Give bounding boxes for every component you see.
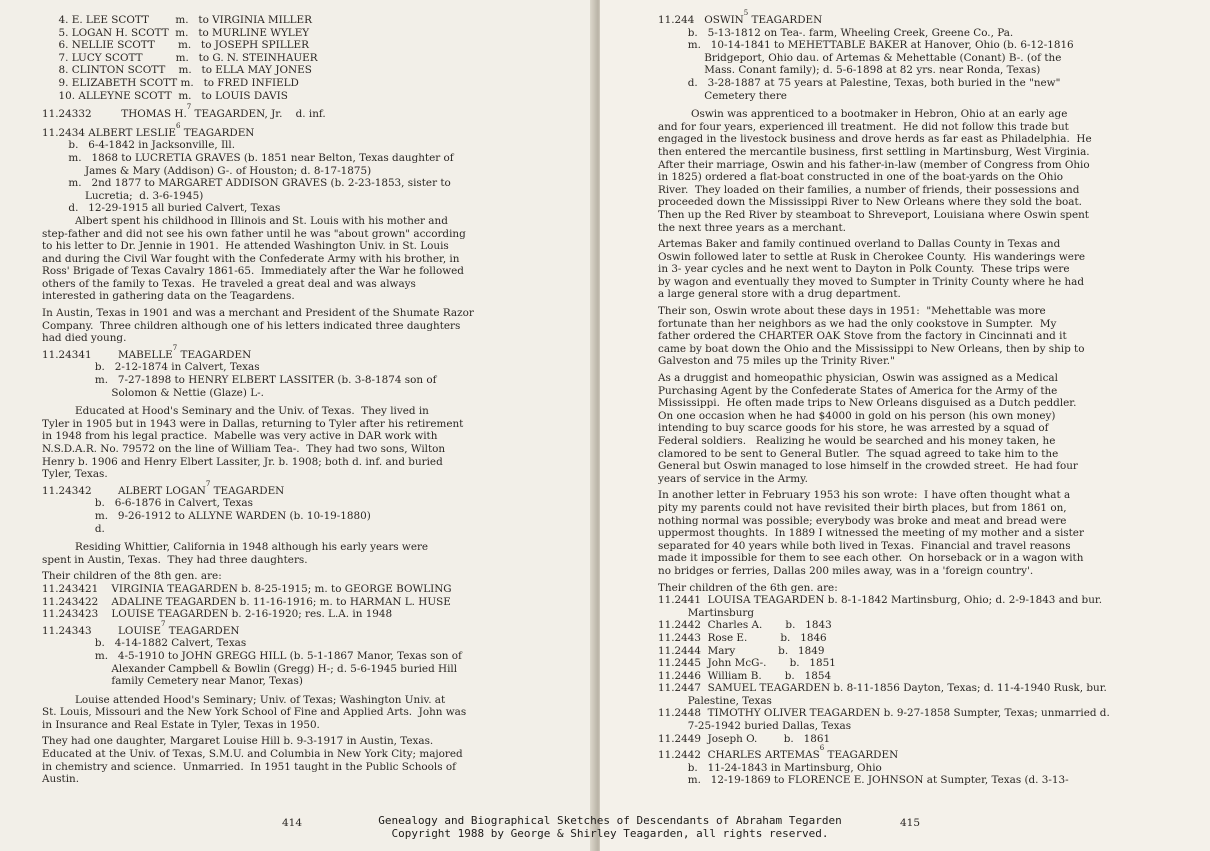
text-line: intending to buy scarce goods for his store, he was arrested by a squad of bbox=[658, 422, 1049, 435]
text-line: James & Mary (Addison) G-. of Houston; d. 8-17-1875) bbox=[42, 164, 372, 177]
text-line: m. 10-14-1841 to MEHETTABLE BAKER at Hanover, Ohio (b. 6-12-1816 bbox=[658, 39, 1074, 52]
text-line: in chemistry and science. Unmarried. In 1951 taught in the Public Schools of bbox=[42, 760, 456, 773]
text-line: Residing Whittier, California in 1948 although his early years were bbox=[42, 541, 429, 554]
text-line: 11.2447 SAMUEL TEAGARDEN b. 8-11-1856 Dayton, Texas; d. 11-4-1940 Rusk, bur. bbox=[658, 682, 1107, 695]
text-line: 11.2442 CHARLES ARTEMAS$^6$ TEAGARDEN bbox=[658, 744, 899, 762]
text-line: Martinsburg bbox=[658, 606, 755, 619]
text-line: m. 9-26-1912 to ALLYNE WARDEN (b. 10-19-1880) bbox=[42, 509, 371, 522]
text-line: Artemas Baker and family continued overland to Dallas County in Texas and bbox=[658, 238, 1061, 251]
text-line: Galveston and 75 miles up the Trinity River." bbox=[658, 355, 895, 368]
text-line: Their children of the 6th gen. are: bbox=[658, 581, 838, 594]
text-line: engaged in the livestock business and drove herds as far east as Philadelphia. He bbox=[658, 133, 1092, 146]
text-line: Purchasing Agent by the Confederate States of America for the Army of the bbox=[658, 384, 1058, 397]
text-line: the next three years as a merchant. bbox=[658, 221, 846, 234]
text-line: 11.24343 LOUISE$^7$ TEAGARDEN bbox=[42, 619, 240, 637]
text-line: 11.2448 TIMOTHY OLIVER TEAGARDEN b. 9-27-1858 Sumpter, Texas; unmarried d. bbox=[658, 707, 1110, 720]
text-line: a large general store with a drug department. bbox=[658, 288, 901, 301]
louise-entry bbox=[42, 619, 542, 688]
text-line: came by boat down the Ohio and the Mississippi to New Orleans, then by ship to bbox=[658, 342, 1085, 355]
text-line: m. 12-19-1869 to FLORENCE E. JOHNSON at Sumpter, Texas (d. 3-13- bbox=[658, 774, 1069, 787]
text-line: b. 4-14-1882 Calvert, Texas bbox=[42, 637, 247, 650]
right-column bbox=[658, 0, 1156, 787]
text-line: St. Louis, Missouri and the New York School of Fine and Applied Arts. John was bbox=[42, 706, 467, 719]
text-line: Oswin was apprenticed to a bootmaker in Hebron, Ohio at an early age bbox=[658, 108, 1068, 121]
text-line: Their children of the 8th gen. are: bbox=[42, 570, 222, 583]
text-line: in 3- year cycles and he next went to Dayton in Polk County. These trips were bbox=[658, 263, 1070, 276]
text-line: 8. CLINTON SCOTT m. to ELLA MAY JONES bbox=[42, 64, 312, 77]
text-line: d. bbox=[42, 522, 105, 535]
text-line: 10. ALLEYNE SCOTT m. to LOUIS DAVIS bbox=[42, 89, 288, 102]
text-line: others of the family to Texas. He traveled a great deal and was always bbox=[42, 277, 416, 290]
text-line: 11.24341 MABELLE$^7$ TEAGARDEN bbox=[42, 343, 252, 361]
text-line: d. 12-29-1915 all buried Calvert, Texas bbox=[42, 202, 281, 215]
text-line: 11.24342 ALBERT LOGAN$^7$ TEAGARDEN bbox=[42, 479, 285, 497]
mabelle-entry bbox=[42, 343, 542, 399]
text-line: Cemetery there bbox=[658, 89, 787, 102]
text-line: and during the Civil War fought with the Confederate Army with his brother, in bbox=[42, 252, 460, 265]
text-line: As a druggist and homeopathic physician, Oswin was assigned as a Medical bbox=[658, 372, 1058, 385]
louise-biography bbox=[42, 694, 542, 732]
book-footer bbox=[330, 814, 890, 840]
scott-children-list bbox=[42, 14, 542, 215]
text-line: 11.2445 John McG-. b. 1851 bbox=[658, 657, 836, 670]
oswin-biography-1 bbox=[658, 108, 1156, 234]
text-line: family Cemetery near Manor, Texas) bbox=[42, 675, 303, 688]
page-number-right: 415 bbox=[900, 817, 921, 829]
text-line: b. 6-6-1876 in Calvert, Texas bbox=[42, 497, 253, 510]
text-line: b. 5-13-1812 on Tea-. farm, Wheeling Creek, Greene Co., Pa. bbox=[658, 26, 1014, 39]
text-line: m. 2nd 1877 to MARGARET ADDISON GRAVES (b. 2-23-1853, sister to bbox=[42, 177, 451, 190]
footer-copyright: Copyright 1988 by George & Shirley Teagarden, all rights reserved. bbox=[391, 827, 829, 840]
text-line: On one occasion when he had $4000 in gold on his person (his own money) bbox=[658, 409, 1056, 422]
text-line: Tyler in 1905 but in 1943 were in Dallas, returning to Tyler after his retirement bbox=[42, 417, 464, 430]
text-line: proceeded down the Mississippi River to New Orleans where they sold the boat. bbox=[658, 196, 1082, 209]
children-8th-gen bbox=[42, 570, 542, 620]
text-line: Henry b. 1906 and Henry Elbert Lassiter, Jr. b. 1908; both d. inf. and buried bbox=[42, 455, 443, 468]
oswin-entry bbox=[658, 9, 1156, 102]
text-line: Alexander Campbell & Bowlin (Gregg) H-; d. 5-6-1945 buried Hill bbox=[42, 662, 458, 675]
text-line: interested in gathering data on the Teagardens. bbox=[42, 290, 295, 303]
text-line: Louise attended Hood's Seminary; Univ. of Texas; Washington Univ. at bbox=[42, 693, 446, 706]
text-line: 11.243422 ADALINE TEAGARDEN b. 11-16-1916; m. to HARMAN L. HUSE bbox=[42, 595, 451, 608]
text-line: Federal soldiers. Realizing he would be searched and his money taken, he bbox=[658, 435, 1056, 447]
text-line: They had one daughter, Margaret Louise Hill b. 9-3-1917 in Austin, Texas. bbox=[42, 735, 434, 748]
text-line: Mass. Conant family); d. 5-6-1898 at 82 yrs. near Ronda, Texas) bbox=[658, 64, 1041, 77]
text-line: father ordered the CHARTER OAK Stove from the factory in Cincinnati and it bbox=[658, 330, 1067, 343]
text-line: After their marriage, Oswin and his father-in-law (member of Congress from Ohio bbox=[658, 158, 1090, 171]
text-line: separated for 40 years while both lived in Texas. Financial and travel reasons bbox=[658, 539, 1071, 552]
text-line: pity my parents could not have revisited their birth places, but from 1861 on, bbox=[658, 501, 1067, 514]
children-6th-gen bbox=[658, 582, 1156, 746]
text-line: Educated at Hood's Seminary and the Univ. of Texas. They lived in bbox=[42, 405, 429, 418]
text-line: to his letter to Dr. Jennie in 1901. He attended Washington Univ. in St. Louis bbox=[42, 240, 449, 253]
text-line: 11.2444 Mary b. 1849 bbox=[658, 644, 825, 657]
text-line: 7. LUCY SCOTT m. to G. N. STEINHAUER bbox=[42, 51, 318, 64]
text-line: 11.2434 ALBERT LESLIE$^6$ TEAGARDEN bbox=[42, 121, 255, 139]
text-line: 7-25-1942 buried Dallas, Texas bbox=[658, 720, 852, 733]
text-line: 11.244 OSWIN$^5$ TEAGARDEN bbox=[658, 9, 823, 26]
text-line: b. 11-24-1843 in Martinsburg, Ohio bbox=[658, 761, 882, 774]
footer-title: Genealogy and Biographical Sketches of Descendants of Abraham Tegarden bbox=[378, 814, 842, 827]
text-line: 11.2443 Rose E. b. 1846 bbox=[658, 631, 827, 644]
text-line: Then up the Red River by steamboat to Shreveport, Louisiana where Oswin spent bbox=[658, 208, 1089, 221]
text-line: 6. NELLIE SCOTT m. to JOSEPH SPILLER bbox=[42, 39, 309, 52]
text-line: 11.2446 William B. b. 1854 bbox=[658, 669, 832, 682]
louise-daughter bbox=[42, 735, 542, 785]
text-line: 11.243423 LOUISE TEAGARDEN b. 2-16-1920; res. L.A. in 1948 bbox=[42, 608, 393, 621]
left-page bbox=[0, 0, 598, 851]
albert-logan-entry bbox=[42, 479, 542, 535]
text-line: nothing normal was possible; everybody was broke and meat and bread were bbox=[658, 514, 1067, 527]
page-number-left: 414 bbox=[282, 817, 303, 829]
mabelle-biography bbox=[42, 405, 542, 481]
text-line: m. 7-27-1898 to HENRY ELBERT LASSITER (b. 3-8-1874 son of bbox=[42, 374, 437, 387]
text-line: 5. LOGAN H. SCOTT m. to MURLINE WYLEY bbox=[42, 26, 310, 39]
text-line: Palestine, Texas bbox=[658, 694, 772, 707]
text-line: m. 4-5-1910 to JOHN GREGG HILL (b. 5-1-1867 Manor, Texas son of bbox=[42, 649, 462, 662]
text-line: b. 2-12-1874 in Calvert, Texas bbox=[42, 361, 260, 374]
oswin-biography-5 bbox=[658, 489, 1156, 577]
text-line: clamored to be sent to General Butler. The squad agreed to take him to the bbox=[658, 447, 1059, 460]
text-line: by wagon and eventually they moved to Sumpter in Trinity County where he had bbox=[658, 275, 1084, 288]
text-line: Tyler, Texas. bbox=[42, 468, 108, 481]
text-line: had died young. bbox=[42, 332, 127, 345]
text-line: River. They loaded on their families, a number of friends, their possessions and bbox=[658, 183, 1080, 196]
text-line: In Austin, Texas in 1901 and was a merchant and President of the Shumate Razor bbox=[42, 307, 474, 320]
text-line: b. 6-4-1842 in Jacksonville, Ill. bbox=[42, 139, 235, 152]
text-line: then entered the mercantile business, first settling in Martinsburg, West Virginia. bbox=[658, 145, 1090, 158]
text-line: years of service in the Army. bbox=[658, 472, 808, 485]
text-line: Solomon & Nettie (Glaze) L-. bbox=[42, 386, 264, 399]
text-line: Their son, Oswin wrote about these days in 1951: "Mehettable was more bbox=[658, 305, 1046, 318]
text-line: 11.243421 VIRGINIA TEAGARDEN b. 8-25-1915; m. to GEORGE BOWLING bbox=[42, 582, 452, 595]
text-line: d. 3-28-1887 at 75 years at Palestine, Texas, both buried in the "new" bbox=[658, 76, 1061, 89]
text-line: Bridgeport, Ohio dau. of Artemas & Mehettable (Conant) B-. (of the bbox=[658, 51, 1062, 64]
text-line: Ross' Brigade of Texas Cavalry 1861-65. Immediately after the War he followed bbox=[42, 265, 464, 278]
charles-artemas-entry bbox=[658, 744, 1156, 787]
text-line: Lucretia; d. 3-6-1945) bbox=[42, 189, 204, 202]
text-line: Austin. bbox=[42, 773, 80, 786]
text-line: in 1825) ordered a flat-boat constructed in one of the boat-yards on the Ohio bbox=[658, 171, 1064, 184]
text-line: uppermost thoughts. In 1889 I witnessed the meeting of my mother and a sister bbox=[658, 527, 1084, 540]
text-line: Company. Three children although one of his letters indicated three daughters bbox=[42, 319, 461, 332]
text-line: in 1948 from his legal practice. Mabelle was very active in DAR work with bbox=[42, 430, 438, 443]
text-line: made it impossible for them to see each other. On horseback or in a wagon with bbox=[658, 552, 1084, 565]
text-line: N.S.D.A.R. No. 79572 on the line of William Tea-. They had two sons, Wilton bbox=[42, 443, 446, 455]
text-line: Albert spent his childhood in Illinois and St. Louis with his mother and bbox=[42, 214, 448, 227]
text-line: General but Oswin managed to lose himself in the crowded street. He had four bbox=[658, 460, 1078, 473]
text-line: no bridges or ferries, Dallas 200 miles away, was in a 'foreign country'. bbox=[658, 564, 1034, 577]
left-column bbox=[42, 0, 542, 790]
text-line: 11.2442 Charles A. b. 1843 bbox=[658, 619, 832, 632]
text-line: In another letter in February 1953 his son wrote: I have often thought what a bbox=[658, 489, 1071, 502]
oswin-biography-2 bbox=[658, 238, 1156, 301]
text-line: in Insurance and Real Estate in Tyler, Texas in 1950. bbox=[42, 718, 320, 731]
text-line: fortunate than her neighbors as we had the only cookstove in Sumpter. My bbox=[658, 317, 1057, 330]
text-line: Mississippi. He often made trips to New Orleans disguised as a Dutch peddler. bbox=[658, 397, 1077, 410]
text-line: step-father and did not see his own father until he was "about grown" according bbox=[42, 227, 466, 240]
text-line: 4. E. LEE SCOTT m. to VIRGINIA MILLER bbox=[42, 14, 312, 26]
text-line: Educated at the Univ. of Texas, S.M.U. and Columbia in New York City; majored bbox=[42, 748, 463, 761]
text-line: spent in Austin, Texas. They had three daughters. bbox=[42, 553, 308, 566]
oswin-biography-3 bbox=[658, 305, 1156, 368]
albert-logan-biography bbox=[42, 541, 542, 566]
text-line: 11.2441 LOUISA TEAGARDEN b. 8-1-1842 Martinsburg, Ohio; d. 2-9-1843 and bur. bbox=[658, 594, 1103, 607]
text-line: and for four years, experienced ill treatment. He did not follow this trade but bbox=[658, 120, 1069, 133]
text-line: 9. ELIZABETH SCOTT m. to FRED INFIELD bbox=[42, 76, 299, 89]
right-page bbox=[600, 0, 1210, 851]
text-line: Oswin followed later to settle at Rusk in Cherokee County. His wanderings were bbox=[658, 250, 1086, 263]
albert-leslie-austin bbox=[42, 307, 542, 345]
text-line: m. 1868 to LUCRETIA GRAVES (b. 1851 near Belton, Texas daughter of bbox=[42, 151, 454, 164]
oswin-biography-4 bbox=[658, 372, 1156, 485]
albert-leslie-biography bbox=[42, 215, 542, 303]
text-line: 11.2449 Joseph O. b. 1861 bbox=[658, 732, 831, 745]
text-line: 11.24332 THOMAS H.$^7$ TEAGARDEN, Jr. d. inf. bbox=[42, 103, 326, 121]
